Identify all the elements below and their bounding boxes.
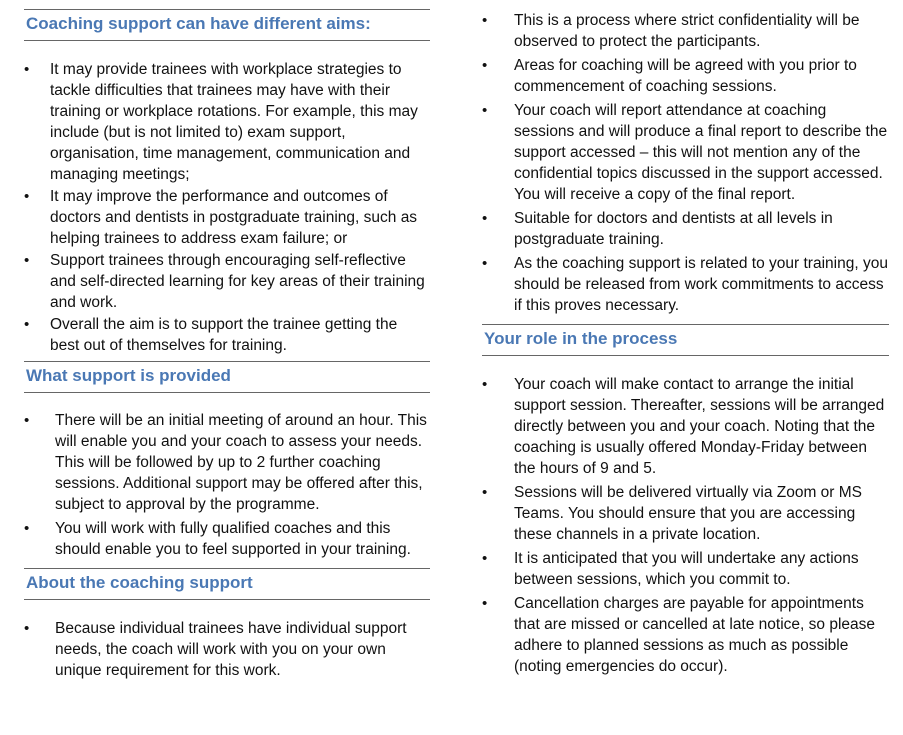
left-column xyxy=(24,0,430,681)
list-item: • It may improve the performance and outcomes of doctors and dentists in postgraduate training, such as helping trainees to address exam failure; or xyxy=(24,186,430,249)
list-item: • It may provide trainees with workplace strategies to tackle difficulties that trainees may have with their training or workplace rotations. For example, this may include (but is not limited to) exam support, organisation, time management, communication and managing meetings; xyxy=(24,59,430,185)
section-heading-aims: Coaching support can have different aims: xyxy=(24,9,430,41)
list-item: • Cancellation charges are payable for appointments that are missed or cancelled at late notice, so please adhere to planned sessions as much as possible (noting emergencies do occur). xyxy=(482,593,889,677)
list-item: • Suitable for doctors and dentists at all levels in postgraduate training. xyxy=(482,208,889,250)
list-item: • This is a process where strict confidentiality will be observed to protect the participants. xyxy=(482,10,889,52)
list-item: • Because individual trainees have individual support needs, the coach will work with you on your own unique requirement for this work. xyxy=(24,618,430,681)
list-item: • Overall the aim is to support the trainee getting the best out of themselves for training. xyxy=(24,314,430,356)
list-item: • There will be an initial meeting of around an hour. This will enable you and your coach to assess your needs. This will be followed by up to 2 further coaching sessions. Additional support may be offered after this, subject to approval by the programme. xyxy=(24,410,430,515)
aims-list xyxy=(24,59,430,356)
process-details-list xyxy=(482,10,889,316)
section-heading-your-role: Your role in the process xyxy=(482,324,889,356)
list-item: • Your coach will make contact to arrange the initial support session. Thereafter, sessions will be arranged directly between you and your coach. Noting that the coaching is usually offered Monday-Friday between the hours of 9 and 5. xyxy=(482,374,889,479)
right-column xyxy=(482,0,889,677)
about-coaching-list xyxy=(24,618,430,681)
support-provided-list xyxy=(24,410,430,560)
list-item: • Areas for coaching will be agreed with you prior to commencement of coaching sessions. xyxy=(482,55,889,97)
list-item: • You will work with fully qualified coaches and this should enable you to feel supported in your training. xyxy=(24,518,430,560)
list-item: • It is anticipated that you will undertake any actions between sessions, which you commit to. xyxy=(482,548,889,590)
list-item: • Support trainees through encouraging self-reflective and self-directed learning for key areas of their training and work. xyxy=(24,250,430,313)
section-heading-about-coaching: About the coaching support xyxy=(24,568,430,600)
your-role-list xyxy=(482,374,889,677)
list-item: • Sessions will be delivered virtually via Zoom or MS Teams. You should ensure that you are accessing these channels in a private location. xyxy=(482,482,889,545)
list-item: • Your coach will report attendance at coaching sessions and will produce a final report to describe the support accessed – this will not mention any of the confidential topics discussed in the support accessed. You will receive a copy of the final report. xyxy=(482,100,889,205)
section-heading-support-provided: What support is provided xyxy=(24,361,430,393)
list-item: • As the coaching support is related to your training, you should be released from work commitments to access if this proves necessary. xyxy=(482,253,889,316)
